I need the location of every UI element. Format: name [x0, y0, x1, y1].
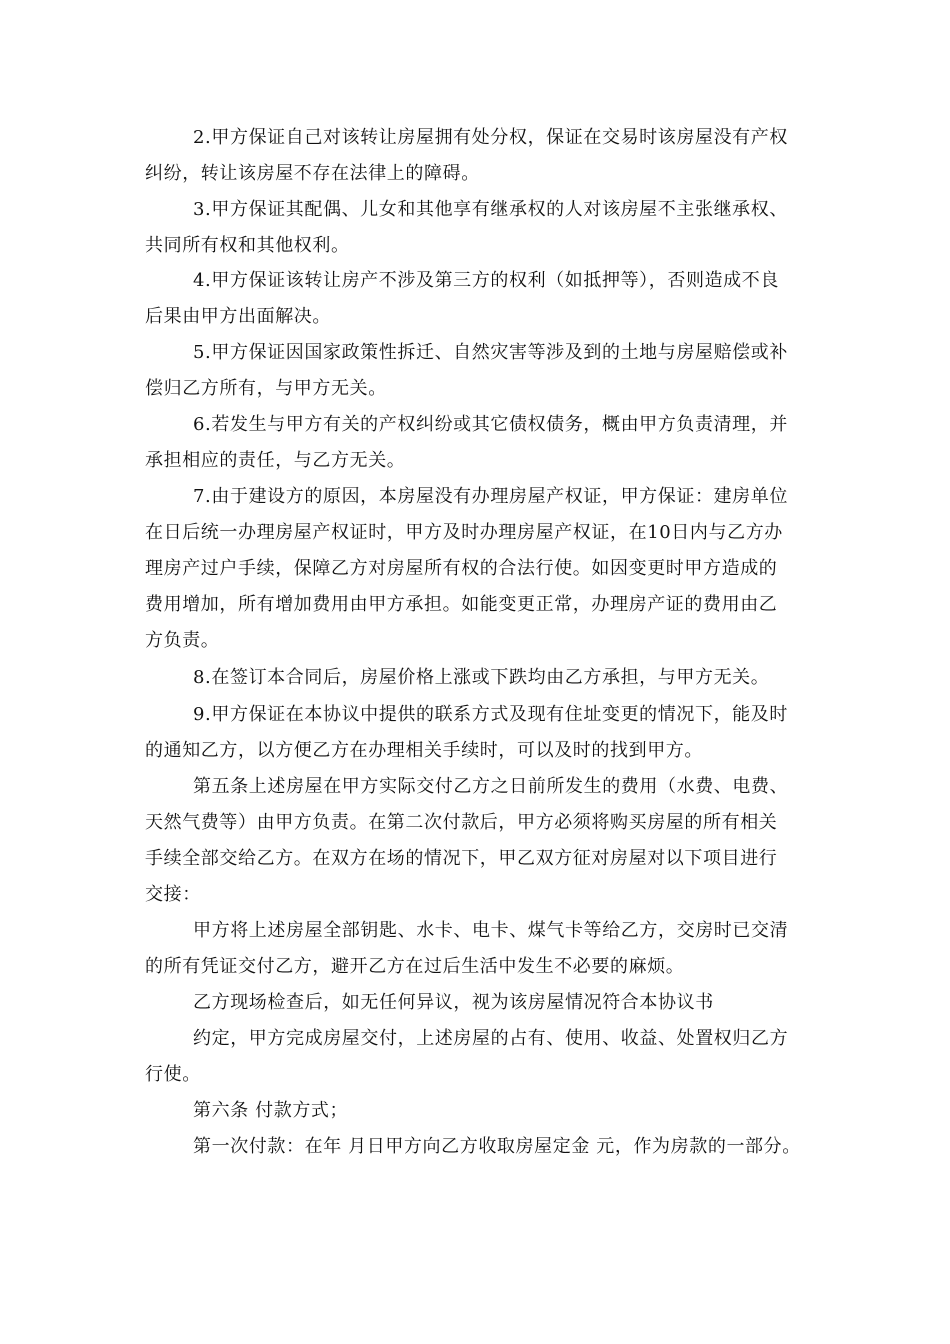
clause-6-line-1: 6.若发生与甲方有关的产权纠纷或其它债权债务，概由甲方负责清理，并 — [193, 414, 788, 435]
clause-3-line-2: 共同所有权和其他权利。 — [145, 235, 350, 256]
article-5-line-1: 第五条上述房屋在甲方实际交付乙方之日前所发生的费用（水费、电费、 — [193, 776, 789, 797]
clause-7-line-1: 7.由于建设方的原因，本房屋没有办理房屋产权证，甲方保证：建房单位 — [193, 486, 788, 507]
article-5-line-3: 手续全部交给乙方。在双方在场的情况下，甲乙双方征对房屋对以下项目进行 — [145, 848, 778, 869]
clause-4-line-1: 4.甲方保证该转让房产不涉及第三方的权利（如抵押等），否则造成不良 — [193, 270, 779, 291]
inspection-line-3: 行使。 — [145, 1064, 201, 1085]
article-5-line-4: 交接： — [145, 884, 201, 905]
clause-3-line-1: 3.甲方保证其配偶、儿女和其他享有继承权的人对该房屋不主张继承权、 — [193, 199, 788, 220]
clause-7-line-3: 理房产过户手续，保障乙方对房屋所有权的合法行使。如因变更时甲方造成的 — [145, 558, 778, 579]
article-5-line-2: 天然气费等）由甲方负责。在第二次付款后，甲方必须将购买房屋的所有相关 — [145, 812, 778, 833]
clause-5-line-2: 偿归乙方所有，与甲方无关。 — [145, 378, 387, 399]
clause-4-line-2: 后果由甲方出面解决。 — [145, 306, 331, 327]
inspection-line-1: 乙方现场检查后，如无任何异议，视为该房屋情况符合本协议书 — [193, 992, 714, 1013]
first-payment-line: 第一次付款：在年 月日甲方向乙方收取房屋定金 元，作为房款的一部分。 — [193, 1136, 801, 1157]
clause-7-line-4: 费用增加，所有增加费用由甲方承担。如能变更正常，办理房产证的费用由乙 — [145, 594, 778, 615]
clause-2-line-2: 纠纷，转让该房屋不存在法律上的障碍。 — [145, 163, 480, 184]
clause-2-line-1: 2.甲方保证自己对该转让房屋拥有处分权，保证在交易时该房屋没有产权 — [193, 127, 788, 148]
handover-line-1: 甲方将上述房屋全部钥匙、水卡、电卡、煤气卡等给乙方，交房时已交清 — [193, 920, 789, 941]
handover-line-2: 的所有凭证交付乙方，避开乙方在过后生活中发生不必要的麻烦。 — [145, 956, 685, 977]
clause-8-line-1: 8.在签订本合同后，房屋价格上涨或下跌均由乙方承担，与甲方无关。 — [193, 667, 770, 688]
clause-7-line-5: 方负责。 — [145, 630, 220, 651]
clause-9-line-1: 9.甲方保证在本协议中提供的联系方式及现有住址变更的情况下，能及时 — [193, 704, 788, 725]
clause-7-line-2: 在日后统一办理房屋产权证时，甲方及时办理房屋产权证，在10日内与乙方办 — [145, 522, 783, 543]
clause-5-line-1: 5.甲方保证因国家政策性拆迁、自然灾害等涉及到的土地与房屋赔偿或补 — [193, 342, 788, 363]
clause-6-line-2: 承担相应的责任，与乙方无关。 — [145, 450, 406, 471]
clause-9-line-2: 的通知乙方，以方便乙方在办理相关手续时，可以及时的找到甲方。 — [145, 740, 703, 761]
inspection-line-2: 约定，甲方完成房屋交付，上述房屋的占有、使用、收益、处置权归乙方 — [193, 1028, 789, 1049]
article-6-heading: 第六条 付款方式； — [193, 1100, 349, 1121]
